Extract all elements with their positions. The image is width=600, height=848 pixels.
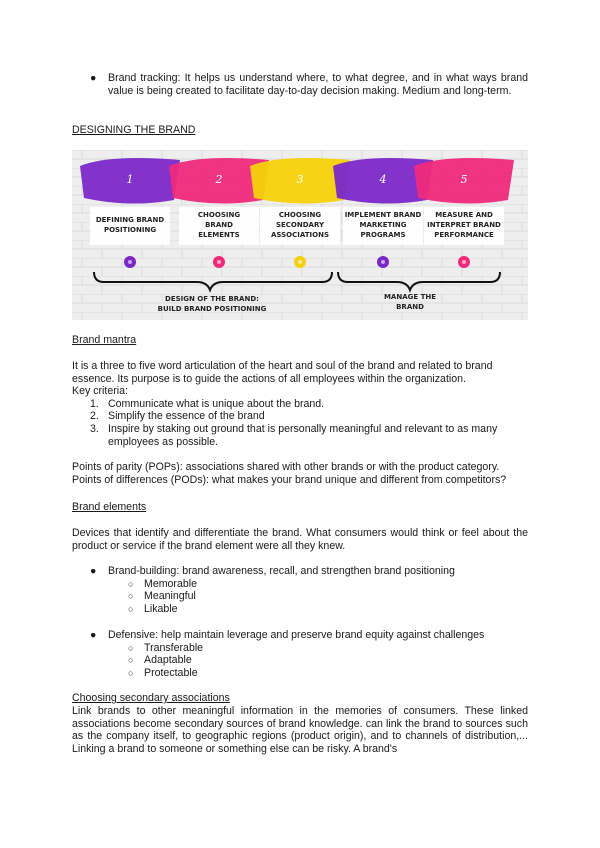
- sub-item: Adaptable: [144, 654, 192, 667]
- bullet-glyph: ●: [90, 565, 97, 577]
- brand-design-diagram-svg: [72, 150, 528, 320]
- step-label-line: PROGRAMS: [360, 231, 406, 239]
- pods-text: Points of differences (PODs): what makes your brand unique and different from competitors?: [72, 473, 507, 486]
- group-left-line-2: BUILD BRAND POSITIONING: [157, 305, 267, 313]
- sub-bullet-glyph: ○: [128, 642, 134, 653]
- splat-highlight: [217, 260, 221, 264]
- sub-item: Memorable: [144, 577, 197, 590]
- bullet-glyph: ●: [90, 72, 97, 84]
- sub-bullet-glyph: ○: [128, 655, 134, 666]
- group-left-line-1: DESIGN OF THE BRAND:: [165, 295, 259, 303]
- sub-item: Protectable: [144, 666, 198, 679]
- criteria-item: Simplify the essence of the brand: [108, 410, 265, 423]
- brand-tracking-text: Brand tracking: It helps us understand where, to what degree, and in what ways brand value is being created to facilitate day-to-day decision making. Medium and long-term.: [108, 72, 528, 97]
- step-number-3: 3: [296, 173, 304, 186]
- step-label-line: CHOOSING: [197, 211, 241, 219]
- criteria-item: Communicate what is unique about the brand.: [108, 397, 325, 410]
- sub-bullet-glyph: ○: [128, 603, 134, 614]
- criteria-number: 1.: [90, 397, 99, 410]
- secondary-associations-text: Link brands to other meaningful information in the memories of consumers. These linked associations become secondary sources of brand knowledge. can link the brand to sources such as the company itself, to geographic regions (product origin), and to channels of distribution,... Linking a brand to someone or something else can be risky. A brand's: [72, 705, 528, 755]
- brand-elements-intro: Devices that identify and differentiate the brand. What consumers would think or feel about the product or service if the brand element were all they knew.: [72, 527, 528, 552]
- step-label-line: MEASURE AND: [435, 211, 493, 219]
- step-label-line: CHOOSING: [278, 211, 322, 219]
- group-right-line-1: MANAGE THE: [383, 293, 437, 301]
- sub-item: Meaningful: [144, 590, 196, 603]
- step-label-line: BRAND: [205, 221, 233, 229]
- step-label-line: IMPLEMENT BRAND: [344, 211, 422, 219]
- step-number-1: 1: [126, 173, 134, 186]
- bullet-glyph: ●: [90, 629, 97, 641]
- splat-highlight: [381, 260, 385, 264]
- secondary-associations-heading: Choosing secondary associations: [72, 692, 230, 704]
- step-number-2: 2: [215, 173, 223, 186]
- sub-item: Likable: [144, 602, 178, 615]
- pops-text: Points of parity (POPs): associations shared with other brands or with the product category.: [72, 461, 500, 473]
- brand-building-text: Brand-building: brand awareness, recall, and strengthen brand positioning: [108, 565, 455, 577]
- criteria-number: 2.: [90, 410, 99, 423]
- step-number-5: 5: [460, 173, 468, 186]
- defensive-text: Defensive: help maintain leverage and preserve brand equity against challenges: [108, 629, 485, 641]
- brand-elements-heading: Brand elements: [72, 501, 147, 513]
- sub-item: Transferable: [144, 641, 204, 654]
- brand-mantra-section: [72, 360, 528, 448]
- step-label-line: POSITIONING: [103, 226, 157, 234]
- step-label-line: ASSOCIATIONS: [271, 231, 329, 239]
- criteria-item: Inspire by staking out ground that is personally meaningful and relevant to as many employees as possible.: [108, 422, 498, 448]
- brand-mantra-intro: It is a three to five word articulation of the heart and soul of the brand and related to brand essence. Its purpose is to guide the actions of all employees within the organization.: [72, 360, 493, 385]
- splat-highlight: [128, 260, 132, 264]
- points-of-parity-section: [72, 461, 528, 486]
- step-label-line: SECONDARY: [275, 221, 325, 229]
- defensive-bullet: [72, 629, 528, 679]
- step-label-line: DEFINING BRAND: [95, 216, 165, 224]
- designing-the-brand-heading: DESIGNING THE BRAND: [72, 124, 196, 136]
- sub-bullet-glyph: ○: [128, 591, 134, 602]
- brand-building-bullet: [72, 565, 528, 615]
- brand-tracking-bullet: [72, 72, 528, 97]
- step-label-line: INTERPRET BRAND: [427, 221, 501, 229]
- splat-highlight: [298, 260, 302, 264]
- sub-bullet-glyph: ○: [128, 667, 134, 678]
- key-criteria-label: Key criteria:: [72, 385, 128, 398]
- step-number-4: 4: [379, 173, 387, 186]
- brand-design-diagram: [72, 150, 528, 320]
- step-label-line: MARKETING: [359, 221, 407, 229]
- step-label-line: PERFORMANCE: [434, 231, 494, 239]
- group-right-line-2: BRAND: [396, 303, 424, 311]
- splat-highlight: [462, 260, 466, 264]
- brand-mantra-heading: Brand mantra: [72, 334, 137, 346]
- criteria-number: 3.: [90, 422, 99, 435]
- sub-bullet-glyph: ○: [128, 578, 134, 589]
- step-label-line: ELEMENTS: [198, 231, 240, 239]
